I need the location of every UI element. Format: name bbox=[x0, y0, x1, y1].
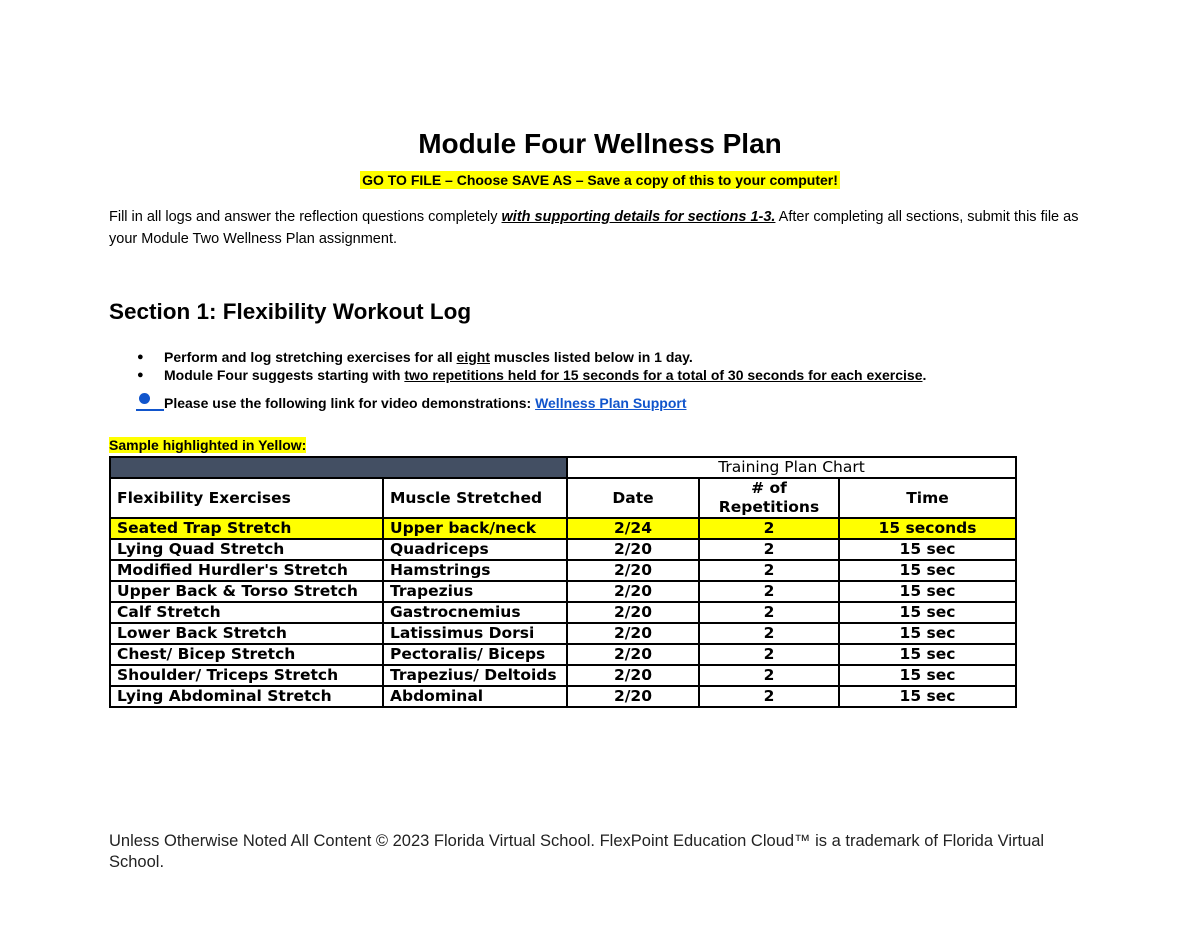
table-row bbox=[110, 644, 1016, 665]
table-cell[interactable]: 15 sec bbox=[839, 686, 1016, 707]
list-item bbox=[109, 394, 1069, 412]
group-header-row bbox=[110, 457, 1016, 478]
link-bullet-icon bbox=[136, 391, 164, 411]
bullet-text: . bbox=[922, 367, 927, 383]
table-row bbox=[110, 518, 1016, 539]
column-header: Muscle Stretched bbox=[383, 478, 567, 518]
table-cell[interactable]: Gastrocnemius bbox=[383, 602, 567, 623]
column-header bbox=[699, 478, 839, 518]
section-1-heading: Section 1: Flexibility Workout Log bbox=[109, 299, 472, 324]
table-row bbox=[110, 560, 1016, 581]
table-cell[interactable]: 2/20 bbox=[567, 581, 699, 602]
list-item bbox=[109, 348, 1069, 366]
table-cell[interactable]: 15 sec bbox=[839, 623, 1016, 644]
page-title: Module Four Wellness Plan bbox=[418, 128, 782, 159]
table-cell[interactable]: Upper back/neck bbox=[383, 518, 567, 539]
table-cell[interactable]: Hamstrings bbox=[383, 560, 567, 581]
bullet-underline: eight bbox=[456, 349, 490, 365]
table-cell[interactable]: Abdominal bbox=[383, 686, 567, 707]
wellness-plan-support-link[interactable]: Wellness Plan Support bbox=[535, 395, 687, 411]
table-row bbox=[110, 602, 1016, 623]
table-cell[interactable]: 2/20 bbox=[567, 539, 699, 560]
bullet-icon: ● bbox=[137, 351, 144, 363]
table-cell[interactable]: Calf Stretch bbox=[110, 602, 383, 623]
table-cell[interactable]: 2 bbox=[699, 644, 839, 665]
table-cell[interactable]: Shoulder/ Triceps Stretch bbox=[110, 665, 383, 686]
table-cell[interactable]: Latissimus Dorsi bbox=[383, 623, 567, 644]
column-header: Date bbox=[567, 478, 699, 518]
instruction-list bbox=[109, 348, 1069, 412]
banner-text: GO TO FILE – Choose SAVE AS – Save a copy of this to your computer! bbox=[362, 172, 838, 188]
table-cell[interactable]: 2 bbox=[699, 602, 839, 623]
table-cell[interactable]: 15 sec bbox=[839, 581, 1016, 602]
bullet-text: Please use the following link for video demonstrations: bbox=[164, 395, 536, 411]
table-cell[interactable]: Pectoralis/ Biceps bbox=[383, 644, 567, 665]
bullet-icon: ● bbox=[137, 369, 144, 381]
intro-emphasis: with supporting details for sections 1-3. bbox=[501, 209, 776, 225]
table-row bbox=[110, 686, 1016, 707]
table-row bbox=[110, 581, 1016, 602]
flexibility-workout-table bbox=[109, 456, 1017, 708]
column-header-row bbox=[110, 478, 1016, 518]
table-cell[interactable]: Trapezius bbox=[383, 581, 567, 602]
table-cell[interactable]: Trapezius/ Deltoids bbox=[383, 665, 567, 686]
table-cell[interactable]: Quadriceps bbox=[383, 539, 567, 560]
intro-paragraph bbox=[109, 206, 1094, 250]
table-cell[interactable]: Lying Quad Stretch bbox=[110, 539, 383, 560]
training-plan-chart-header: Training Plan Chart bbox=[567, 457, 1016, 478]
table-row bbox=[110, 623, 1016, 644]
dark-header-cell bbox=[110, 457, 567, 478]
table-cell[interactable]: 15 sec bbox=[839, 602, 1016, 623]
bullet-text: muscles listed below in 1 day. bbox=[490, 349, 693, 365]
table-cell[interactable]: 2 bbox=[699, 665, 839, 686]
table-cell[interactable]: 2 bbox=[699, 623, 839, 644]
intro-text-end: After completing all sections, submit this file as your Module Two Wellness Plan assignment. bbox=[109, 209, 1079, 247]
table-cell[interactable]: 15 sec bbox=[839, 665, 1016, 686]
column-header-text: # of Repetitions bbox=[718, 479, 820, 516]
table-cell[interactable]: 2/20 bbox=[567, 686, 699, 707]
intro-text-start: Fill in all logs and answer the reflection questions completely bbox=[109, 209, 502, 225]
table-row bbox=[110, 539, 1016, 560]
table-cell[interactable]: 2/20 bbox=[567, 644, 699, 665]
table-cell[interactable]: 2 bbox=[699, 539, 839, 560]
table-cell[interactable]: Lower Back Stretch bbox=[110, 623, 383, 644]
table-cell[interactable]: 2/20 bbox=[567, 665, 699, 686]
table-cell[interactable]: 15 sec bbox=[839, 539, 1016, 560]
save-instruction-banner bbox=[0, 172, 1200, 190]
table-cell[interactable]: 2/20 bbox=[567, 560, 699, 581]
column-header: Time bbox=[839, 478, 1016, 518]
bullet-underline: two repetitions held for 15 seconds for a total of 30 seconds for each exercise bbox=[404, 367, 923, 383]
bullet-text: Module Four suggests starting with bbox=[164, 367, 405, 383]
table-cell[interactable]: 15 sec bbox=[839, 644, 1016, 665]
table-row bbox=[110, 665, 1016, 686]
table-cell[interactable]: Seated Trap Stretch bbox=[110, 518, 383, 539]
table-cell[interactable]: 15 seconds bbox=[839, 518, 1016, 539]
table-cell[interactable]: 2/20 bbox=[567, 602, 699, 623]
table-cell[interactable]: 2/20 bbox=[567, 623, 699, 644]
table-cell[interactable]: 15 sec bbox=[839, 560, 1016, 581]
column-header: Flexibility Exercises bbox=[110, 478, 383, 518]
table-cell[interactable]: Lying Abdominal Stretch bbox=[110, 686, 383, 707]
bullet-text: Perform and log stretching exercises for all bbox=[164, 349, 457, 365]
list-item bbox=[109, 366, 1069, 384]
table-cell[interactable]: Upper Back & Torso Stretch bbox=[110, 581, 383, 602]
table-cell[interactable]: Chest/ Bicep Stretch bbox=[110, 644, 383, 665]
table-cell[interactable]: 2 bbox=[699, 518, 839, 539]
table-cell[interactable]: 2 bbox=[699, 581, 839, 602]
table-cell[interactable]: Modified Hurdler's Stretch bbox=[110, 560, 383, 581]
copyright-footer: Unless Otherwise Noted All Content © 2023 Florida Virtual School. FlexPoint Education Cloud™ is a trademark of Florida Virtual School. bbox=[109, 832, 1045, 871]
table-cell[interactable]: 2 bbox=[699, 686, 839, 707]
sample-label: Sample highlighted in Yellow: bbox=[109, 437, 307, 453]
table-cell[interactable]: 2 bbox=[699, 560, 839, 581]
table-cell[interactable]: 2/24 bbox=[567, 518, 699, 539]
